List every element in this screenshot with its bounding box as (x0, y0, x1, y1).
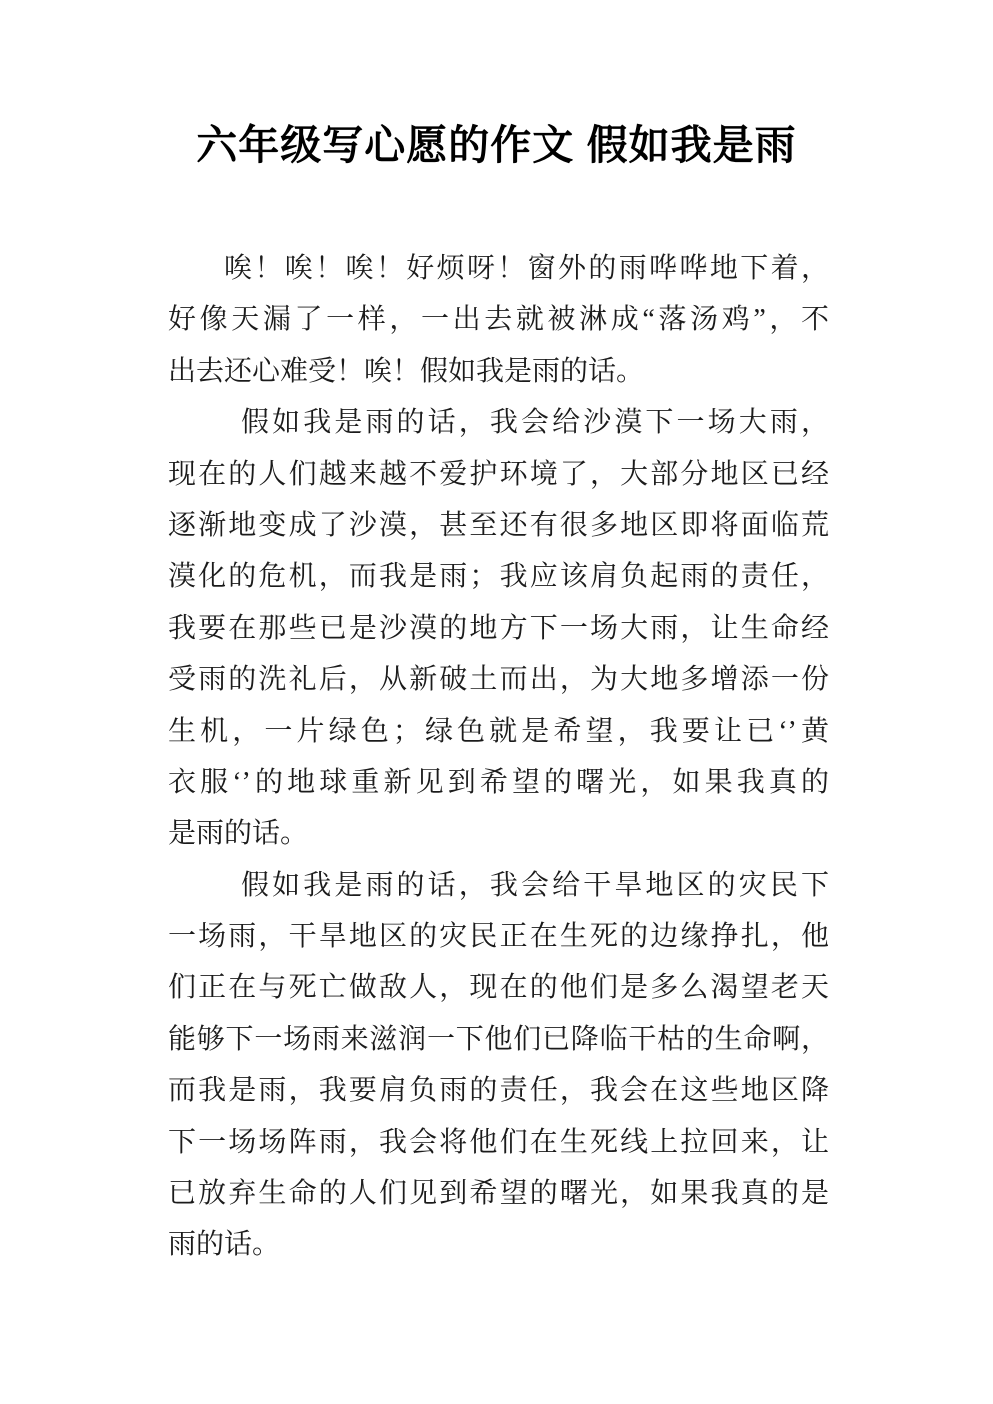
essay-line: 现在的人们越来越不爱护环境了，大部分地区已经 (168, 458, 829, 490)
essay-line: 下一场场阵雨，我会将他们在生死线上拉回来，让 (168, 1126, 829, 1158)
essay-line: 我要在那些已是沙漠的地方下一场大雨，让生命经 (168, 612, 829, 644)
essay-line: 是雨的话。 (168, 818, 309, 850)
essay-line: 们正在与死亡做敌人，现在的他们是多么渴望老天 (168, 972, 829, 1004)
essay-line: 假如我是雨的话，我会给干旱地区的灾民下 (241, 869, 829, 901)
essay-line: 能够下一场雨来滋润一下他们已降临干枯的生命啊， (168, 1023, 829, 1055)
essay-line: 生机，一片绿色；绿色就是希望，我要让已‘’黄 (168, 715, 829, 747)
essay-body (168, 243, 829, 1271)
essay-line: 假如我是雨的话，我会给沙漠下一场大雨， (241, 407, 829, 439)
essay-title: 六年级写心愿的作文 假如我是雨 (196, 122, 797, 168)
essay-line: 出去还心难受！唉！假如我是雨的话。 (168, 355, 645, 387)
essay-line: 而我是雨，我要肩负雨的责任，我会在这些地区降 (168, 1075, 829, 1107)
essay-line: 好像天漏了一样，一出去就被淋成“落汤鸡”，不 (168, 304, 829, 336)
essay-line: 已放弃生命的人们见到希望的曙光，如果我真的是 (168, 1178, 829, 1210)
essay-line: 唉！唉！唉！好烦呀！窗外的雨哗哗地下着， (224, 253, 829, 284)
essay-line: 雨的话。 (168, 1229, 281, 1261)
essay-line: 逐渐地变成了沙漠，甚至还有很多地区即将面临荒 (168, 509, 829, 541)
essay-line: 衣服‘’的地球重新见到希望的曙光，如果我真的 (168, 766, 829, 798)
essay-line: 漠化的危机，而我是雨；我应该肩负起雨的责任， (168, 561, 829, 593)
essay-line: 受雨的洗礼后，从新破土而出，为大地多增添一份 (168, 664, 829, 696)
essay-line: 一场雨，干旱地区的灾民正在生死的边缘挣扎，他 (168, 921, 829, 953)
